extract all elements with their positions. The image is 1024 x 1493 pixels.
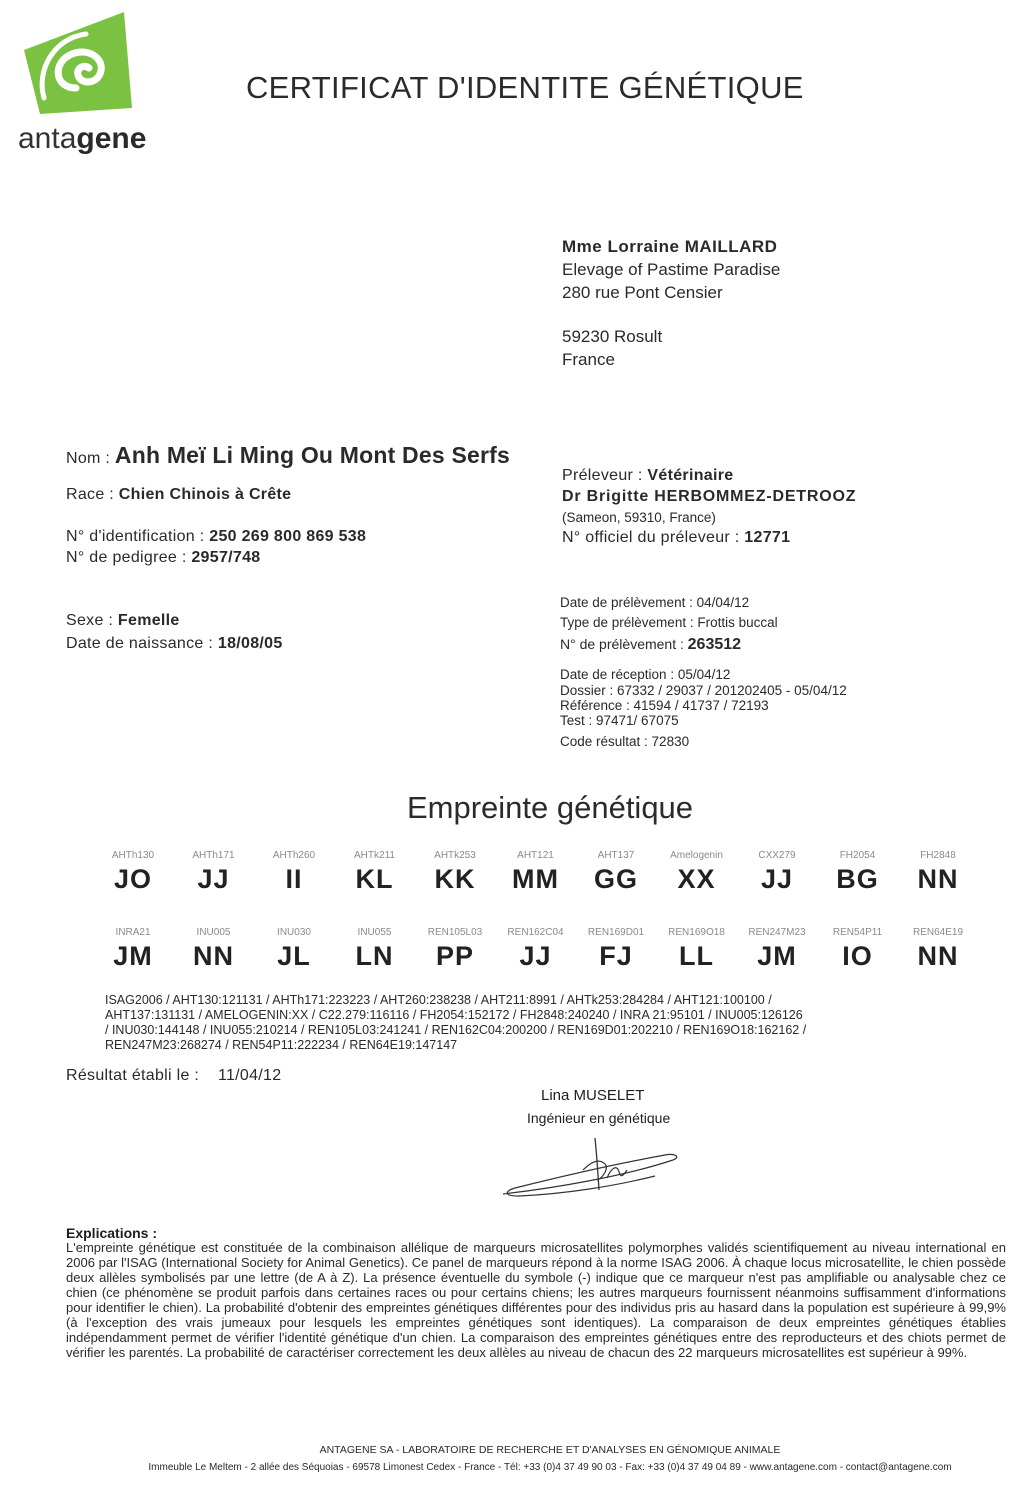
marker-alleles: JJ (197, 864, 230, 894)
marker-cell (657, 850, 737, 895)
breed-value: Chien Chinois à Crête (118, 486, 292, 503)
marker-cell (496, 927, 576, 972)
birth-date-row (66, 635, 283, 653)
preleveur-num-row (562, 529, 790, 547)
marker-alleles: JM (757, 941, 797, 971)
marker-alleles: LL (679, 941, 714, 971)
pedigree-value: 2957/748 (191, 549, 261, 566)
marker-alleles: FJ (599, 941, 633, 971)
explanations-text: L'empreinte génétique est constituée de la combinaison allélique de marqueurs microsatellites polymorphes validés scientifiquement au niveau international en 2006 par l'ISAG (International Society for Animal Genetics). Ce panel de marqueurs répond à la norme ISAG 2006. À chaque locus microsatellite, le chien possède deux allèles symbolisés par une lettre (de A à Z). La présence éventuelle du symbole (-) indique que ce marqueur n'est pas amplifiable ou analysable chez ce chien (ce phénomène se produit parfois dans certaines races ou pour certains chiens; les autres marqueurs fournissent néanmoins suffisamment d'informations pour identifier le chien). La probabilité d'obtenir des empreintes génétiques différentes pour des individus pris au hasard dans la population est supérieure à 99,9% (à l'exception des vrais jumeaux pour lesquels les empreintes génétiques sont identiques). La comparaison de deux empreintes génétiques établies indépendamment permet de vérifier l'identité génétique d'un chien. La comparaison des empreintes génétiques entre des reproducteurs et des chiots permet de vérifier les parentés. La probabilité de caractériser correctement les deux allèles au niveau de chacun des 22 marqueurs microsatellites est supérieur à 99%. (66, 1240, 1006, 1360)
logo-wordmark: antagene (18, 122, 147, 155)
marker-cell (898, 927, 978, 972)
signatory-role: Ingénieur en génétique (527, 1110, 671, 1126)
owner-city: 59230 Rosult (562, 327, 663, 346)
antagene-swirl-icon (14, 10, 154, 125)
sex-row (66, 612, 180, 630)
preleveur-type: Vétérinaire (647, 467, 734, 484)
explanations-title: Explications : (66, 1225, 158, 1241)
marker-alleles: JJ (760, 864, 794, 894)
isag-line: AHT137:131131 / AMELOGENIN:XX / C22.279:116116 / FH2054:152172 / FH2848:240240 / INRA 21:95101 / INU005:126126 (105, 1008, 803, 1022)
markers-row-1 (0, 850, 1024, 910)
isag-line: ISAG2006 / AHT130:121131 / AHTh171:223223 / AHT260:238238 / AHT211:8991 / AHTk253:284284 / AHT121:100100 / (105, 993, 772, 1007)
marker-name: REN169D01 (587, 927, 645, 938)
owner-name: Mme Lorraine MAILLARD (562, 237, 778, 256)
test: Test : 97471/ 67075 (560, 713, 679, 728)
marker-alleles: PP (435, 941, 475, 971)
marker-name: AHT137 (597, 850, 635, 861)
marker-name: AHTh171 (192, 850, 235, 861)
dog-name-label: Nom : (66, 450, 111, 467)
reception-date: Date de réception : 05/04/12 (560, 667, 731, 682)
marker-alleles: KK (434, 864, 476, 894)
marker-cell (818, 927, 898, 972)
marker-alleles: JM (113, 941, 153, 971)
identification-label: N° d'identification : (66, 528, 205, 545)
marker-alleles: NN (193, 941, 234, 971)
marker-cell (737, 927, 817, 972)
marker-name: REN247M23 (748, 927, 806, 938)
marker-name: AHT121 (517, 850, 554, 861)
preleveur-location: (Sameon, 59310, France) (562, 510, 716, 525)
sex-label: Sexe : (66, 612, 114, 629)
marker-name: FH2054 (839, 850, 876, 861)
reference: Référence : 41594 / 41737 / 72193 (560, 698, 769, 713)
marker-cell (93, 850, 173, 895)
pedigree-label: N° de pedigree : (66, 549, 187, 566)
code-resultat: Code résultat : 72830 (560, 734, 690, 749)
marker-cell (254, 850, 334, 895)
sample-type: Type de prélèvement : Frottis buccal (560, 615, 778, 630)
marker-cell (415, 927, 495, 972)
marker-cell (174, 850, 254, 895)
marker-name: REN169O18 (668, 927, 725, 938)
sample-num-label: N° de prélèvement : (560, 636, 684, 652)
marker-cell (657, 927, 737, 972)
marker-name: REN54P11 (832, 927, 883, 938)
sample-num: 263512 (687, 636, 742, 653)
owner-address-line2: 280 rue Pont Censier (562, 283, 723, 302)
signature-icon (495, 1128, 695, 1203)
marker-cell (898, 850, 978, 895)
preleveur-num: 12771 (744, 529, 791, 546)
isag-line: REN247M23:268274 / REN54P11:222234 / REN64E19:147147 (105, 1038, 458, 1052)
marker-name: CXX279 (758, 850, 796, 861)
sample-date: Date de prélèvement : 04/04/12 (560, 595, 750, 610)
marker-name: INRA21 (115, 927, 151, 938)
marker-cell (415, 850, 495, 895)
fingerprint-title: Empreinte génétique (406, 790, 694, 825)
marker-alleles: JL (277, 941, 311, 971)
marker-name: AHTh260 (272, 850, 316, 861)
isag-line: / INU030:144148 / INU055:210214 / REN105L03:241241 / REN162C04:200200 / REN169D01:202210 / REN169O18:162162 / (105, 1023, 807, 1037)
owner-address-line1: Elevage of Pastime Paradise (562, 260, 781, 279)
dog-name-row (66, 442, 510, 469)
marker-alleles: LN (355, 941, 394, 971)
signatory-name: Lina MUSELET (541, 1087, 645, 1104)
marker-cell (335, 927, 415, 972)
marker-alleles: BG (836, 864, 879, 894)
breed-row (66, 486, 291, 504)
preleveur-num-label: N° officiel du préleveur : (562, 529, 740, 546)
marker-cell (93, 927, 173, 972)
marker-alleles: IO (842, 941, 873, 971)
marker-name: Amelogenin (670, 850, 723, 861)
preleveur-row (562, 467, 733, 485)
marker-alleles: NN (917, 864, 959, 894)
marker-alleles: MM (512, 864, 559, 894)
markers-row-2 (0, 927, 1024, 987)
breed-label: Race : (66, 486, 115, 503)
marker-cell (174, 927, 254, 972)
marker-name: AHTh130 (111, 850, 155, 861)
marker-cell (576, 850, 656, 895)
marker-alleles: II (285, 864, 303, 894)
dog-name: Anh Meï Li Ming Ou Mont Des Serfs (114, 442, 510, 468)
result-date: 11/04/12 (217, 1067, 282, 1084)
footer-contact: Immeuble Le Meltem - 2 allée des Séquoias - 69578 Limonest Cedex - France - Tél: +33 (0)4 37 49 90 03 - Fax: +33 (0)4 37 49 04 89 - www.antagene.com - contact@antagene.com (148, 1462, 952, 1473)
marker-alleles: JJ (519, 941, 552, 971)
identification-value: 250 269 800 869 538 (209, 528, 367, 545)
marker-name: REN64E19 (912, 927, 964, 938)
marker-cell (737, 850, 817, 895)
preleveur-label: Préleveur : (562, 467, 643, 484)
marker-cell (576, 927, 656, 972)
marker-name: INU030 (277, 927, 311, 938)
marker-cell (335, 850, 415, 895)
marker-name: REN105L03 (427, 927, 483, 938)
marker-name: AHTk253 (434, 850, 476, 861)
marker-name: INU055 (357, 927, 392, 938)
preleveur-name: Dr Brigitte HERBOMMEZ-DETROOZ (562, 488, 857, 505)
marker-name: AHTk211 (354, 850, 395, 861)
marker-alleles: GG (593, 864, 638, 894)
result-label: Résultat établi le : (66, 1067, 200, 1084)
footer-company: ANTAGENE SA - LABORATOIRE DE RECHERCHE ET D'ANALYSES EN GÉNOMIQUE ANIMALE (319, 1444, 781, 1456)
marker-alleles: XX (677, 864, 716, 894)
marker-alleles: KL (355, 864, 394, 894)
antagene-logo (14, 10, 154, 160)
dossier: Dossier : 67332 / 29037 / 201202405 - 05/04/12 (560, 683, 847, 698)
marker-cell (496, 850, 576, 895)
marker-cell (254, 927, 334, 972)
result-row (66, 1067, 281, 1085)
marker-alleles: NN (917, 941, 959, 971)
marker-alleles: JO (113, 864, 153, 894)
isag-alleles (105, 993, 905, 1053)
marker-name: INU005 (196, 927, 231, 938)
marker-name: FH2848 (920, 850, 956, 861)
marker-cell (818, 850, 898, 895)
certificate-title: CERTIFICAT D'IDENTITE GÉNÉTIQUE (246, 70, 804, 105)
marker-name: REN162C04 (507, 927, 564, 938)
birth-date-label: Date de naissance : (66, 635, 214, 652)
birth-date-value: 18/08/05 (217, 635, 283, 652)
sample-num-row (560, 636, 741, 654)
owner-country: France (562, 350, 615, 369)
pedigree-row (66, 549, 261, 567)
identification-row (66, 528, 366, 546)
sex-value: Femelle (117, 612, 180, 629)
